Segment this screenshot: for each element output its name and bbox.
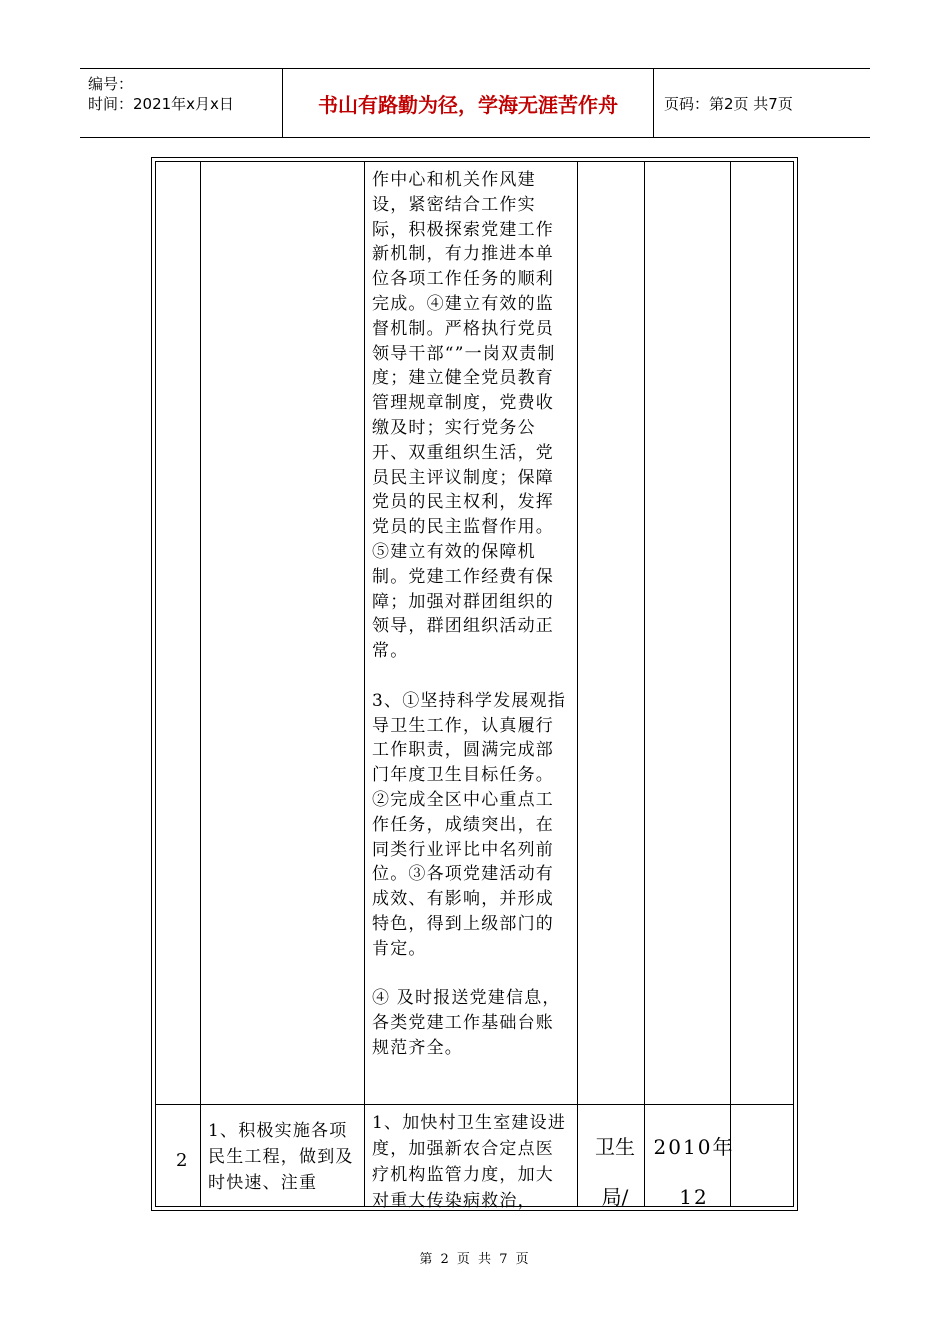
row2-date: 2010年12 [653, 1135, 735, 1209]
column-divider [364, 162, 365, 1206]
row1-paragraph-1: 作中心和机关作风建设，紧密结合工作实际，积极探索党建工作新机制，有力推进本单位各项工作任务的顺利完成。④建立有效的监督机制。严格执行党员领导干部“”一岗双责制度；建立健全党员教育管理规章制度，党费收缴及时；实行党务公开、双重组织生活，党员民主评议制度；保障党员的民主权利，发挥党员的民主监督作用。⑤建立有效的保障机制。党建工作经费有保障；加强对群团组织的领导，群团组织活动正常。 [372, 170, 556, 662]
header-page-info: 页码：第2页 共7页 [664, 94, 793, 113]
column-divider [730, 162, 731, 1206]
row-divider [156, 1104, 793, 1105]
row2-number: 2 [176, 1150, 188, 1171]
row2-item: 1、积极实施各项民生工程，做到及时快速、注重 [208, 1121, 354, 1193]
row1-content [372, 168, 572, 1085]
row2-content: 1、加快村卫生室建设进度，加强新农合定点医疗机构监管力度，加大对重大传染病救治， [372, 1113, 567, 1211]
page-header [80, 68, 870, 138]
number-label: 编号： [88, 75, 134, 93]
header-motto: 书山有路勤为径，学海无涯苦作舟 [283, 69, 654, 137]
column-divider [577, 162, 578, 1206]
table-grid [155, 161, 794, 1211]
page-footer: 第 2 页 共 7 页 [419, 1252, 531, 1267]
row1-paragraph-3: ④ 及时报送党建信息，各类党建工作基础台账规范齐全。 [372, 988, 561, 1058]
column-divider [200, 162, 201, 1206]
header-meta [80, 69, 283, 137]
time-label: 时间：2021年x月x日 [88, 95, 234, 113]
content-table [151, 157, 798, 1211]
column-divider [644, 162, 645, 1206]
row2-dept: 卫生局/ [595, 1135, 635, 1209]
row1-paragraph-2: 3、①坚持科学发展观指导卫生工作，认真履行工作职责，圆满完成部门年度卫生目标任务。②完成全区中心重点工作任务，成绩突出，在同类行业评比中名列前位。③各项党建活动有成效、有影响，并形成特色，得到上级部门的肯定。 [372, 690, 567, 959]
